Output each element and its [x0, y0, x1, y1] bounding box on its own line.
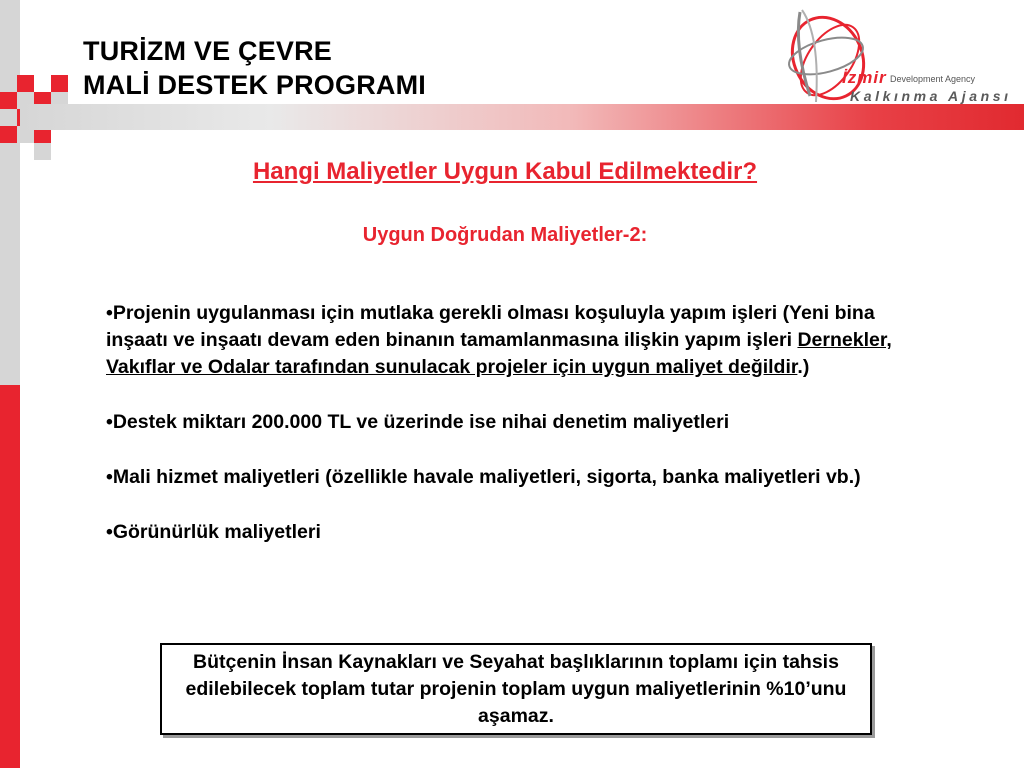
left-red-band — [0, 385, 20, 768]
title-line-2: MALİ DESTEK PROGRAMI — [83, 70, 427, 100]
logo-izmir-text: İzmir — [842, 68, 887, 87]
budget-note-box — [160, 643, 872, 735]
budget-note-text: Bütçenin İnsan Kaynakları ve Seyahat başlıklarının toplamı için tahsis edilebilecek toplam tutar projenin toplam uygun maliyetlerinin %10’unu aşamaz. — [185, 650, 847, 727]
list-item: •Mali hizmet maliyetleri (özellikle havale maliyetleri, sigorta, banka maliyetleri vb.) — [106, 466, 861, 488]
section-subheading: Uygun Doğrudan Maliyetler-2: — [362, 224, 648, 246]
logo-development-text: Development Agency — [890, 74, 976, 84]
list-item: •Destek miktarı 200.000 TL ve üzerinde ise nihai denetim maliyetleri — [106, 411, 730, 433]
bullet-1-suffix: .) — [797, 356, 810, 378]
cost-bullet-list — [106, 300, 916, 574]
logo-kalkinma-text: Kalkınma Ajansı — [850, 88, 1012, 104]
section-heading: Hangi Maliyetler Uygun Kabul Edilmektedir? — [252, 158, 758, 185]
bullet-1-underlined-text: Dernekler, Vakıflar ve Odalar tarafından sunulacak projeler için uygun maliyet değildir — [106, 329, 892, 378]
title-line-1: TURİZM VE ÇEVRE — [83, 36, 333, 66]
header-gradient-bar — [20, 104, 1024, 130]
list-item — [106, 300, 916, 381]
left-gray-band — [0, 0, 20, 385]
list-item: •Görünürlük maliyetleri — [106, 521, 321, 543]
izmir-agency-logo — [780, 6, 1024, 106]
page-title — [83, 34, 426, 102]
bullet-1-text: •Projenin uygulanması için mutlaka gerekli olması koşuluyla yapım işleri (Yeni bina inşaatı ve inşaatı devam eden binanın tamamlanmasına ilişkin yapım işleri — [106, 302, 875, 351]
